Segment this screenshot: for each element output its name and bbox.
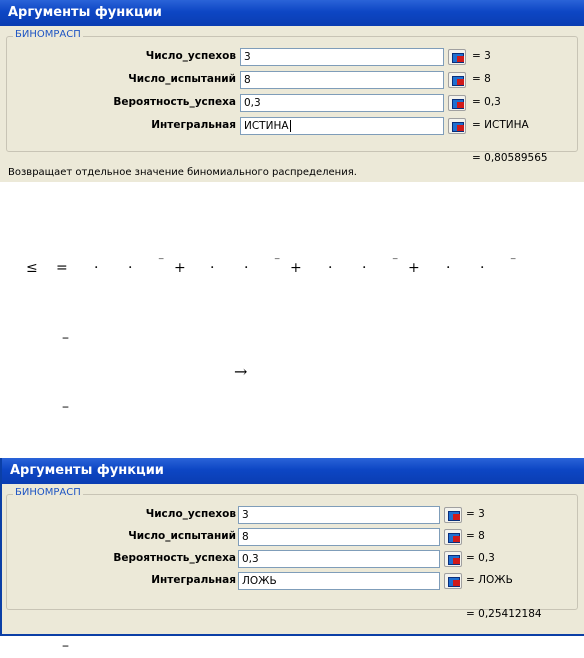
function-arguments-dialog-1: [0, 0, 584, 182]
dot-symbol: ·: [328, 260, 333, 276]
arg-label: Число_успехов: [145, 50, 236, 62]
minus-symbol: ⁻: [392, 254, 399, 268]
minus-symbol: ⁻: [510, 254, 517, 268]
trials-input[interactable]: 8: [240, 71, 444, 89]
dot-symbol: ·: [244, 260, 249, 276]
function-arguments-dialog-2: [0, 458, 584, 636]
collapse-dialog-button[interactable]: [448, 72, 466, 88]
dot-symbol: ·: [446, 260, 451, 276]
dash-symbol: –: [62, 638, 69, 654]
trials-input[interactable]: 8: [238, 528, 440, 546]
arg-row-cumulative: [2, 572, 584, 590]
collapse-dialog-button[interactable]: [448, 118, 466, 134]
arg-result: = 8: [466, 530, 485, 542]
le-symbol: ≤: [26, 260, 38, 276]
arg-result: = 3: [466, 508, 485, 520]
arrow-symbol: →: [234, 362, 248, 381]
dot-symbol: ·: [128, 260, 133, 276]
cumulative-value: ИСТИНА: [244, 120, 289, 132]
plus-symbol: +: [408, 260, 420, 276]
arg-label: Интегральная: [151, 574, 236, 586]
arg-result: = 8: [472, 73, 491, 85]
arg-label: Вероятность_успеха: [113, 552, 236, 564]
arg-row-probability: [2, 550, 584, 568]
arg-row-trials: [2, 528, 584, 546]
probability-input[interactable]: 0,3: [240, 94, 444, 112]
collapse-dialog-button[interactable]: [444, 529, 462, 545]
formula-result: = 0,25412184: [466, 608, 542, 620]
plus-symbol: +: [174, 260, 186, 276]
dash-symbol: –: [62, 399, 69, 415]
function-name: БИНОМРАСП: [15, 487, 81, 498]
plus-symbol: +: [290, 260, 302, 276]
collapse-dialog-button[interactable]: [448, 49, 466, 65]
collapse-dialog-button[interactable]: [444, 507, 462, 523]
probability-input[interactable]: 0,3: [238, 550, 440, 568]
arg-label: Число_испытаний: [128, 530, 236, 542]
dot-symbol: ·: [94, 260, 99, 276]
equals-symbol: =: [56, 260, 68, 276]
text-caret: [290, 120, 291, 132]
arg-label: Число_успехов: [145, 508, 236, 520]
arg-result: = ЛОЖЬ: [466, 574, 513, 586]
arg-row-cumulative: [0, 117, 584, 135]
minus-symbol: ⁻: [158, 254, 165, 268]
number-s-input[interactable]: 3: [238, 506, 440, 524]
arg-label: Вероятность_успеха: [113, 96, 236, 108]
dot-symbol: ·: [210, 260, 215, 276]
dialog-title: Аргументы функции: [0, 0, 584, 26]
dash-symbol: –: [62, 330, 69, 346]
arg-label: Интегральная: [151, 119, 236, 131]
arg-result: = 3: [472, 50, 491, 62]
cumulative-input[interactable]: ЛОЖЬ: [238, 572, 440, 590]
function-description: Возвращает отдельное значение биномиального распределения.: [8, 167, 357, 178]
cumulative-input[interactable]: [240, 117, 444, 135]
arg-row-trials: [0, 71, 584, 89]
arg-result: = 0,3: [466, 552, 495, 564]
collapse-dialog-button[interactable]: [444, 551, 462, 567]
function-name: БИНОМРАСП: [15, 29, 81, 40]
dot-symbol: ·: [362, 260, 367, 276]
arg-result: = 0,3: [472, 96, 501, 108]
arg-row-number-s: [0, 48, 584, 66]
arg-label: Число_испытаний: [128, 73, 236, 85]
minus-symbol: ⁻: [274, 254, 281, 268]
arg-row-probability: [0, 94, 584, 112]
dot-symbol: ·: [480, 260, 485, 276]
arg-row-number-s: [2, 506, 584, 524]
number-s-input[interactable]: 3: [240, 48, 444, 66]
dialog-title: Аргументы функции: [2, 458, 584, 484]
collapse-dialog-button[interactable]: [444, 573, 462, 589]
collapse-dialog-button[interactable]: [448, 95, 466, 111]
formula-result: = 0,80589565: [472, 152, 548, 164]
arg-result: = ИСТИНА: [472, 119, 529, 131]
